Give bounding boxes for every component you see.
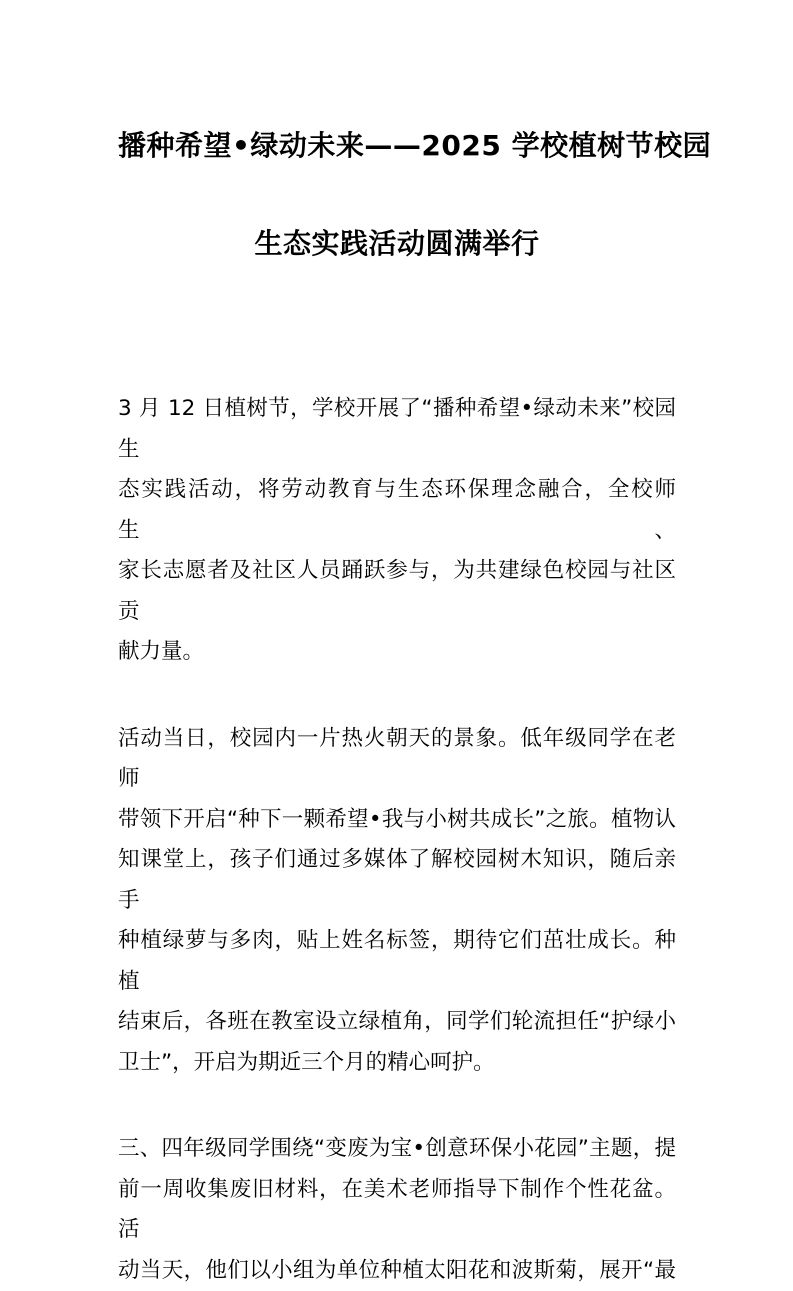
document-title: [118, 97, 676, 293]
paragraph-2-line-2: 带领下开启“种下一颗希望•我与小树共成长”之旅。植物认: [118, 800, 676, 841]
paragraph-2-line-4: 种植绿萝与多肉，贴上姓名标签，期待它们茁壮成长。种植: [118, 921, 676, 1002]
paragraph-3-line-2: 前一周收集废旧材料，在美术老师指导下制作个性花盆。活: [118, 1170, 676, 1251]
paragraph-1-line-3: 家长志愿者及社区人员踊跃参与，为共建绿色校园与社区贡: [118, 551, 676, 632]
document-body: [118, 389, 676, 1291]
paragraph-1-line-4: 献力量。: [118, 632, 676, 673]
paragraph-1-line-1: 3 月 12 日植树节，学校开展了“播种希望•绿动未来”校园生: [118, 389, 676, 470]
paragraph-2-line-6: 卫士”，开启为期近三个月的精心呵护。: [118, 1043, 676, 1084]
paragraph-1: [118, 389, 676, 673]
title-line-2: 生态实践活动圆满举行: [118, 195, 676, 293]
document-page: [0, 97, 793, 1219]
paragraph-3-line-3: 动当天，他们以小组为单位种植太阳花和波斯菊，展开“最: [118, 1251, 676, 1291]
paragraph-2: [118, 719, 676, 1084]
paragraph-2-line-3: 知课堂上，孩子们通过多媒体了解校园树木知识，随后亲手: [118, 840, 676, 921]
paragraph-3-line-1: 三、四年级同学围绕“变废为宝•创意环保小花园”主题，提: [118, 1129, 676, 1170]
title-line-1: 播种希望•绿动未来——2025 学校植树节校园: [118, 97, 676, 195]
paragraph-3: [118, 1129, 676, 1291]
paragraph-2-line-5: 结束后，各班在教室设立绿植角，同学们轮流担任“护绿小: [118, 1002, 676, 1043]
paragraph-2-line-1: 活动当日，校园内一片热火朝天的景象。低年级同学在老师: [118, 719, 676, 800]
paragraph-1-line-2: 态实践活动，将劳动教育与生态环保理念融合，全校师生、: [118, 470, 676, 551]
